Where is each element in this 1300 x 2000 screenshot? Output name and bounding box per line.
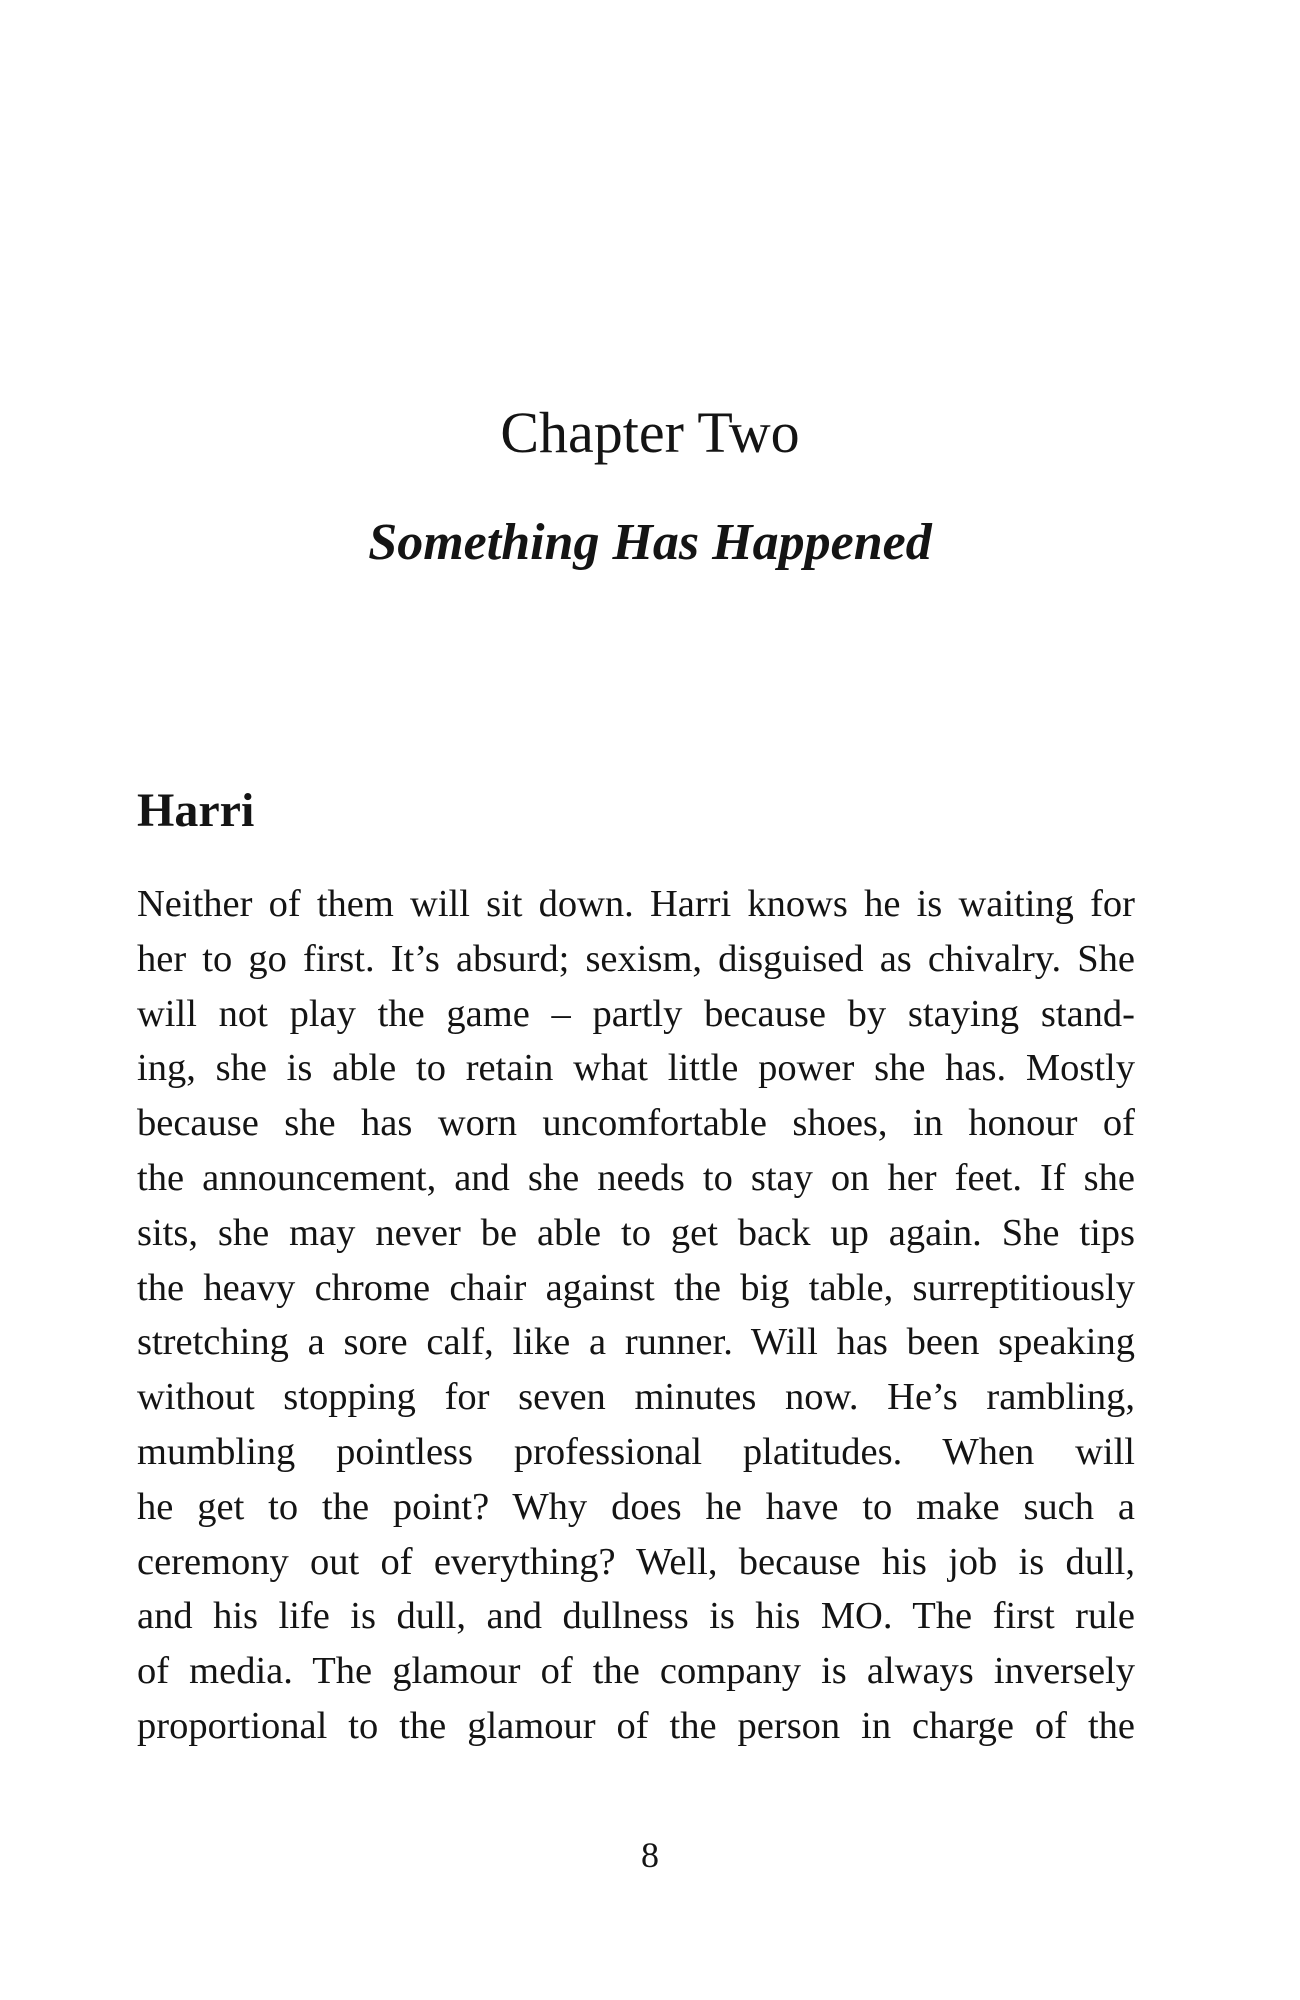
- text-line: stretching a sore calf, like a runner. Will has been speaking: [137, 1321, 1135, 1364]
- text-line: her to go first. It’s absurd; sexism, disguised as chivalry. She: [137, 937, 1135, 980]
- chapter-title: Chapter Two: [500, 400, 800, 465]
- text-line: the announcement, and she needs to stay on her feet. If she: [137, 1156, 1135, 1199]
- chapter-subtitle: Something Has Happened: [368, 514, 932, 571]
- page-number: 8: [641, 1835, 659, 1875]
- text-line: mumbling pointless professional platitudes. When will: [137, 1430, 1135, 1473]
- text-line: and his life is dull, and dullness is his MO. The first rule: [137, 1595, 1135, 1638]
- text-line: ceremony out of everything? Well, because his job is dull,: [137, 1540, 1135, 1583]
- text-line: without stopping for seven minutes now. He’s rambling,: [137, 1376, 1135, 1419]
- text-line: he get to the point? Why does he have to make such a: [137, 1485, 1135, 1528]
- body-paragraph: [137, 877, 1135, 1754]
- text-line: proportional to the glamour of the person in charge of the: [137, 1704, 1135, 1747]
- text-line: the heavy chrome chair against the big table, surreptitiously: [137, 1266, 1135, 1309]
- text-line: sits, she may never be able to get back up again. She tips: [137, 1211, 1135, 1254]
- text-line: ing, she is able to retain what little power she has. Mostly: [137, 1047, 1135, 1090]
- text-line: Neither of them will sit down. Harri knows he is waiting for: [137, 883, 1135, 925]
- text-line: because she has worn uncomfortable shoes, in honour of: [137, 1102, 1135, 1145]
- text-line: of media. The glamour of the company is always inversely: [137, 1650, 1135, 1693]
- section-heading: Harri: [137, 784, 255, 837]
- text-line: will not play the game – partly because by staying stand-: [137, 992, 1135, 1035]
